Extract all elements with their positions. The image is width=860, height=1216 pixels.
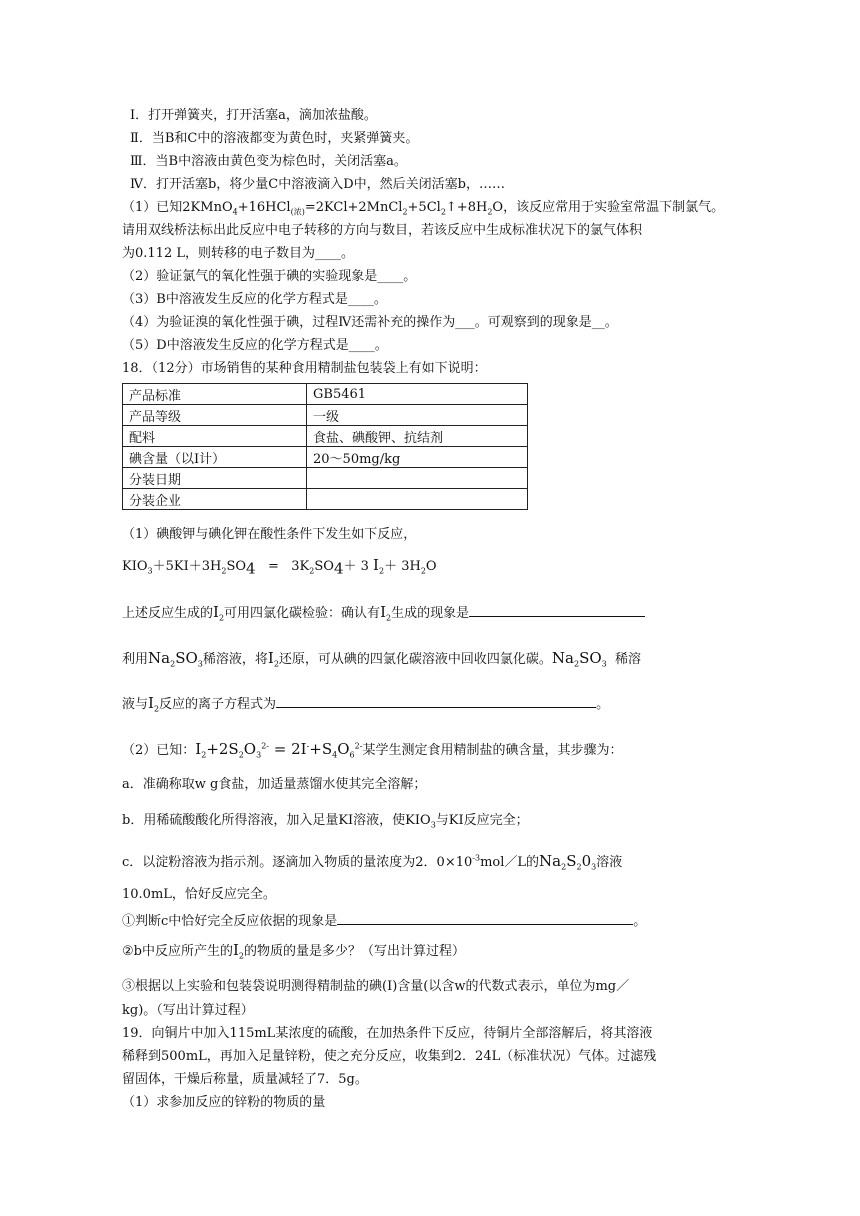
problem-18-q2: （2）已知：$I_2+2S_2O_3^{2-} = 2I^-+S_4O_6^{2-}$某学生测定食用精制盐的碘含量，其步骤为： — [122, 740, 623, 760]
answer-blank[interactable] — [276, 695, 596, 708]
problem-19-line-2: 稀释到500mL，再加入足量锌粉，使之充分反应，收集到2．24L（标准状况）气体。过滤残 — [122, 1049, 657, 1064]
sulfite-line: 利用$Na_2SO_3$稀溶液，将$I_2$还原，可从碘的四氯化碳溶液中回收四氯化碳。$Na_2SO_3$ 稀溶 — [122, 649, 642, 669]
product-info-table — [122, 383, 528, 510]
question-3: （3）B中溶液发生反应的化学方程式是____。 — [122, 292, 387, 307]
step-c: c．以淀粉溶液为指示剂。逐滴加入物质的量浓度为2．$0\times 10^{-3}mol/L$的$Na_2S_20_3$溶液 — [122, 852, 623, 872]
answer-blank[interactable] — [337, 912, 633, 925]
table-row: 产品等级 一级 — [123, 405, 528, 426]
sub-question-3-cont: kg)。（写出计算过程） — [122, 1003, 254, 1018]
answer-blank[interactable] — [469, 604, 645, 617]
step-a: a．准确称取w g食盐，加适量蒸馏水使其完全溶解； — [122, 777, 427, 792]
table-row: 分装企业 — [123, 489, 528, 510]
question-1-line-3: 为0.112 L，则转移的电子数目为____。 — [122, 246, 354, 261]
question-1-line-2: 请用双线桥法标出此反应中电子转移的方向与数目，若该反应中生成标准状况下的氯气体积 — [122, 223, 643, 238]
question-1-line-1: （1）已知$2KMnO_4+16HCl_{(浓)}=2KCl+2MnCl_2+5Cl_2↑+8H_2O$，该反应常用于实验室常温下制氯气。 — [122, 200, 725, 217]
problem-19-line-1: 19．向铜片中加入115mL某浓度的硫酸，在加热条件下反应，待铜片全部溶解后，将其溶液 — [122, 1026, 653, 1041]
table-row: 碘含量（以Ⅰ计） 20～50mg/kg — [123, 447, 528, 468]
problem-19-q1: （1）求参加反应的锌粉的物质的量 — [122, 1095, 326, 1110]
table-row: 产品标准 GB5461 — [123, 384, 528, 405]
sub-question-2: ②b中反应所产生的$I_2$的物质的量是多少？（写出计算过程） — [122, 941, 466, 961]
ionic-equation-line: 液与$I_2$反应的离子方程式为 。 — [122, 694, 610, 714]
step-2: Ⅱ．当B和C中的溶液都变为黄色时，夹紧弹簧夹。 — [130, 131, 419, 146]
step-4: Ⅳ．打开活塞b，将少量C中溶液滴入D中，然后关闭活塞b，…… — [130, 177, 506, 192]
table-row: 配料 食盐、碘酸钾、抗结剂 — [123, 426, 528, 447]
sub-question-3: ③根据以上实验和包装袋说明测得精制盐的碘(I)含量(以含w的代数式表示，单位为mg／ — [122, 979, 630, 994]
problem-19-line-3: 留固体，干燥后称量，质量减轻了7．5g。 — [122, 1072, 368, 1087]
step-3: Ⅲ．当B中溶液由黄色变为棕色时，关闭活塞a。 — [130, 154, 407, 169]
step-b: b．用稀硫酸酸化所得溶液，加入足量KI溶液，使$KIO_3$与KI反应完全； — [122, 813, 529, 830]
question-5: （5）D中溶液发生反应的化学方程式是____。 — [122, 338, 388, 353]
sub-question-1: ①判断c中恰好完全反应依据的现象是 。 — [122, 914, 647, 929]
table-row: 分装日期 — [123, 468, 528, 489]
question-2: （2）验证氯气的氧化性强于碘的实验现象是____。 — [122, 269, 417, 284]
step-1: Ⅰ．打开弹簧夹，打开活塞a，滴加浓盐酸。 — [130, 108, 377, 123]
reaction-equation: $KIO_3+5KI+3H_2SO_4$ = $3K_2SO_4+ 3$ $I_2+ 3H_2O$ — [122, 556, 437, 578]
question-4: （4）为验证溴的氧化性强于碘，过程Ⅳ还需补充的操作为___。可观察到的现象是__。 — [122, 315, 618, 330]
problem-18-title: 18．（12分）市场销售的某种食用精制盐包装袋上有如下说明： — [122, 361, 487, 376]
step-c-end: 10.0mL，恰好反应完全。 — [122, 887, 276, 902]
problem-18-q1-intro: （1）碘酸钾与碘化钾在酸性条件下发生如下反应， — [122, 527, 417, 542]
iodine-test-line: 上述反应生成的$I_2$可用四氯化碳检验：确认有$I_2$生成的现象是 — [122, 603, 645, 623]
